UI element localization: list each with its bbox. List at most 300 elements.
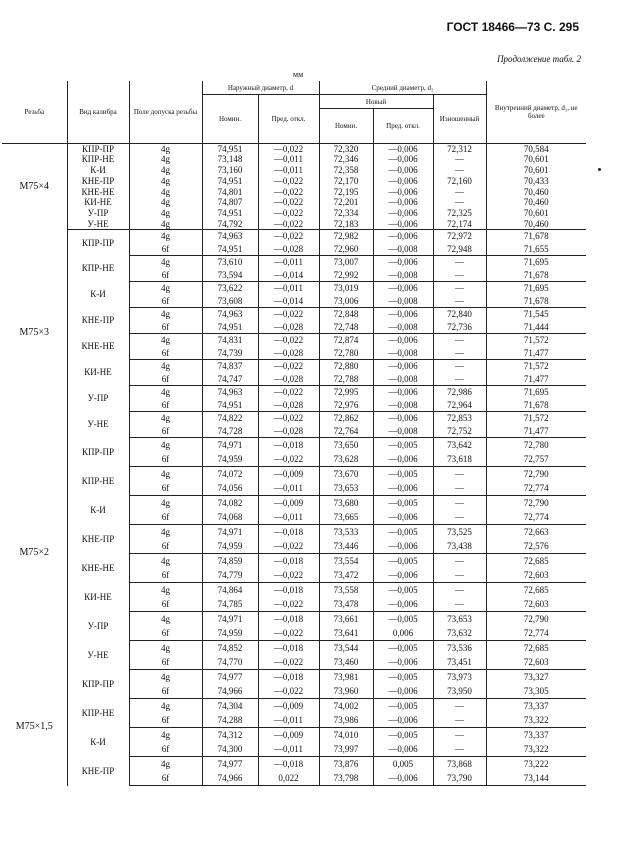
tolerance-cell: 4g <box>129 165 202 176</box>
pitch-deviation-cell: —0,005 <box>373 438 433 453</box>
outer-nominal-cell: 74,288 <box>202 713 258 728</box>
worn-cell: — <box>433 295 486 308</box>
outer-deviation-cell: —0,022 <box>258 626 319 641</box>
outer-deviation-cell: —0,014 <box>258 269 319 282</box>
outer-deviation-cell: —0,022 <box>258 539 319 554</box>
pitch-nominal-cell: 72,195 <box>319 187 373 198</box>
outer-deviation-cell: —0,018 <box>258 757 319 772</box>
inner-diameter-cell: 72,603 <box>486 568 586 583</box>
pitch-nominal-cell: 73,472 <box>319 568 373 583</box>
worn-cell: 72,160 <box>433 176 486 187</box>
worn-cell: 72,840 <box>433 308 486 321</box>
pitch-nominal-cell: 73,680 <box>319 496 373 511</box>
gauge-type-cell: КПР-НЕ <box>67 154 129 165</box>
inner-diameter-cell: 71,477 <box>486 373 586 386</box>
outer-nominal-cell: 74,951 <box>202 208 258 219</box>
inner-diameter-cell: 73,337 <box>523 729 549 740</box>
inner-diameter-cell: 72,685 <box>523 555 549 566</box>
pitch-deviation-cell: —0,005 <box>373 496 433 511</box>
table-row <box>2 154 586 165</box>
tolerance-cell: 6f <box>129 510 202 525</box>
gauge-type-cell: У-ПР <box>67 208 129 219</box>
pitch-deviation-cell: —0,005 <box>373 699 433 714</box>
inner-diameter-cell: 72,663 <box>523 526 549 537</box>
pitch-deviation-cell: —0,006 <box>373 154 433 165</box>
outer-nominal-cell: 73,148 <box>202 154 258 165</box>
outer-nominal-cell: 74,966 <box>202 684 258 699</box>
worn-cell: — <box>433 742 486 757</box>
thread-designation: М75×4 <box>2 144 67 230</box>
gauge-type-cell: У-НЕ <box>67 219 129 230</box>
outer-deviation-cell: —0,022 <box>258 197 319 208</box>
pitch-deviation-cell: —0,006 <box>373 771 433 786</box>
pitch-nominal-cell: 73,876 <box>319 757 373 772</box>
outer-nominal-cell: 74,971 <box>202 438 258 453</box>
pitch-deviation-cell: —0,006 <box>373 452 433 467</box>
table-row <box>2 699 586 714</box>
tolerance-cell: 4g <box>129 282 202 295</box>
tolerance-cell: 4g <box>129 670 202 685</box>
pitch-deviation-cell: —0,006 <box>373 412 433 425</box>
inner-diameter-cell: 70,601 <box>523 165 549 176</box>
pitch-deviation-cell: —0,006 <box>373 386 433 399</box>
pitch-deviation-cell: —0,006 <box>373 713 433 728</box>
outer-deviation-cell: —0,018 <box>258 641 319 656</box>
tolerance-cell: 4g <box>129 154 202 165</box>
inner-diameter-cell: 72,685 <box>523 642 549 653</box>
header-new: Новый <box>319 95 433 109</box>
pitch-nominal-cell: 72,960 <box>319 243 373 256</box>
tolerance-cell: 4g <box>129 641 202 656</box>
outer-deviation-cell: —0,022 <box>258 334 319 347</box>
gauge-type-cell: У-ПР <box>67 386 129 412</box>
worn-cell: 73,653 <box>433 612 486 627</box>
pitch-nominal-cell: 72,358 <box>319 165 373 176</box>
outer-nominal-cell: 74,837 <box>202 360 258 373</box>
outer-nominal-cell: 74,966 <box>202 771 258 786</box>
outer-deviation-cell: —0,022 <box>258 230 319 243</box>
pitch-deviation-cell: —0,008 <box>373 373 433 386</box>
outer-deviation-cell: —0,028 <box>258 321 319 334</box>
tolerance-cell: 4g <box>129 583 202 598</box>
pitch-deviation-cell: —0,006 <box>373 230 433 243</box>
gauge-type-cell: КИ-НЕ <box>67 360 129 386</box>
table-row <box>2 496 586 511</box>
tolerance-cell: 4g <box>129 230 202 243</box>
pitch-nominal-cell: 73,533 <box>319 525 373 540</box>
worn-cell: 73,973 <box>433 670 486 685</box>
outer-deviation-cell: —0,009 <box>258 728 319 743</box>
thread-designation: М75×3 <box>2 230 67 438</box>
gauge-type-cell: КНЕ-НЕ <box>67 334 129 360</box>
tolerance-cell: 6f <box>129 626 202 641</box>
pitch-nominal-cell: 73,986 <box>319 713 373 728</box>
scan-speck <box>598 168 601 171</box>
outer-deviation-cell: —0,022 <box>258 412 319 425</box>
table-row <box>2 308 586 321</box>
outer-nominal-cell: 74,951 <box>202 176 258 187</box>
tolerance-cell: 4g <box>129 467 202 482</box>
outer-nominal-cell: 73,608 <box>202 295 258 308</box>
outer-deviation-cell: —0,014 <box>258 295 319 308</box>
outer-nominal-cell: 74,852 <box>202 641 258 656</box>
inner-diameter-cell: 71,572 <box>523 413 549 424</box>
tolerance-cell: 6f <box>129 568 202 583</box>
tolerance-cell: 4g <box>129 219 202 230</box>
header-pitch-nominal: Номин. <box>319 109 373 144</box>
worn-cell: 73,642 <box>433 438 486 453</box>
pitch-nominal-cell: 72,992 <box>319 269 373 282</box>
pitch-deviation-cell: —0,006 <box>373 360 433 373</box>
pitch-nominal-cell: 72,995 <box>319 386 373 399</box>
table-row <box>2 386 586 399</box>
worn-cell: — <box>433 597 486 612</box>
pitch-deviation-cell: —0,005 <box>373 612 433 627</box>
worn-cell: 72,986 <box>433 386 486 399</box>
tolerance-cell: 4g <box>129 699 202 714</box>
tolerance-cell: 4g <box>129 612 202 627</box>
inner-diameter-cell: 72,774 <box>486 481 586 496</box>
outer-deviation-cell: —0,009 <box>258 699 319 714</box>
pitch-nominal-cell: 72,748 <box>319 321 373 334</box>
outer-nominal-cell: 74,728 <box>202 425 258 438</box>
worn-cell: — <box>433 568 486 583</box>
inner-diameter-cell: 73,327 <box>523 671 549 682</box>
outer-nominal-cell: 74,312 <box>202 728 258 743</box>
header-thread: Резьба <box>2 81 67 144</box>
table-row <box>2 438 586 453</box>
outer-nominal-cell: 74,951 <box>202 321 258 334</box>
table-row <box>2 144 586 155</box>
pitch-deviation-cell: —0,005 <box>373 583 433 598</box>
pitch-nominal-cell: 72,764 <box>319 425 373 438</box>
outer-nominal-cell: 74,963 <box>202 230 258 243</box>
gauge-type-cell: КПР-НЕ <box>67 256 129 282</box>
worn-cell: 73,790 <box>433 771 486 786</box>
outer-nominal-cell: 74,951 <box>202 144 258 155</box>
outer-deviation-cell: —0,009 <box>258 496 319 511</box>
inner-diameter-cell: 70,460 <box>486 219 586 230</box>
pitch-nominal-cell: 72,880 <box>319 360 373 373</box>
header-outer-deviation: Пред. откл. <box>258 95 319 144</box>
outer-deviation-cell: 0,022 <box>258 771 319 786</box>
outer-nominal-cell: 74,770 <box>202 655 258 670</box>
outer-deviation-cell: —0,022 <box>258 308 319 321</box>
outer-nominal-cell: 74,864 <box>202 583 258 598</box>
tolerance-cell: 6f <box>129 771 202 786</box>
header-pitch-diameter: Средний диаметр, d₂ <box>319 81 486 95</box>
outer-deviation-cell: —0,011 <box>258 256 319 269</box>
tolerance-cell: 6f <box>129 243 202 256</box>
inner-diameter-cell: 72,774 <box>486 510 586 525</box>
inner-diameter-cell: 71,678 <box>486 295 586 308</box>
pitch-deviation-cell: —0,006 <box>373 256 433 269</box>
pitch-deviation-cell: —0,006 <box>373 165 433 176</box>
inner-diameter-cell: 71,477 <box>486 347 586 360</box>
worn-cell: — <box>433 165 486 176</box>
header-outer-nominal: Номин. <box>202 95 258 144</box>
gauge-type-cell: КПР-НЕ <box>67 699 129 728</box>
outer-nominal-cell: 74,963 <box>202 386 258 399</box>
table-row <box>2 176 586 187</box>
outer-nominal-cell: 74,779 <box>202 568 258 583</box>
tolerance-cell: 6f <box>129 269 202 282</box>
inner-diameter-cell: 73,222 <box>523 758 549 769</box>
header-inner-diameter: Внутренний диаметр, d₁, не более <box>486 81 586 144</box>
pitch-nominal-cell: 72,334 <box>319 208 373 219</box>
table-row <box>2 165 586 176</box>
pitch-deviation-cell: —0,008 <box>373 269 433 282</box>
worn-cell: — <box>433 583 486 598</box>
tolerance-cell: 6f <box>129 539 202 554</box>
outer-nominal-cell: 73,622 <box>202 282 258 295</box>
tolerance-cell: 4g <box>129 757 202 772</box>
tolerance-cell: 6f <box>129 425 202 438</box>
inner-diameter-cell: 71,678 <box>486 399 586 412</box>
pitch-nominal-cell: 72,320 <box>319 144 373 155</box>
pitch-nominal-cell: 74,002 <box>319 699 373 714</box>
outer-deviation-cell: —0,022 <box>258 684 319 699</box>
pitch-deviation-cell: —0,005 <box>373 525 433 540</box>
worn-cell: 73,632 <box>433 626 486 641</box>
inner-diameter-cell: 71,572 <box>523 361 549 372</box>
outer-nominal-cell: 74,977 <box>202 670 258 685</box>
pitch-deviation-cell: —0,006 <box>373 282 433 295</box>
worn-cell: — <box>433 373 486 386</box>
inner-diameter-cell: 71,477 <box>486 425 586 438</box>
pitch-deviation-cell: —0,008 <box>373 399 433 412</box>
outer-deviation-cell: —0,018 <box>258 438 319 453</box>
outer-deviation-cell: —0,028 <box>258 425 319 438</box>
gauge-type-cell: КНЕ-НЕ <box>67 187 129 198</box>
tolerance-cell: 6f <box>129 347 202 360</box>
inner-diameter-cell: 73,305 <box>486 684 586 699</box>
tolerance-cell: 4g <box>129 525 202 540</box>
inner-diameter-cell: 70,601 <box>523 208 549 219</box>
pitch-deviation-cell: —0,006 <box>373 742 433 757</box>
worn-cell: — <box>433 496 486 511</box>
worn-cell: — <box>433 699 486 714</box>
table-row <box>2 256 586 269</box>
inner-diameter-cell: 71,444 <box>486 321 586 334</box>
tolerance-cell: 4g <box>129 554 202 569</box>
outer-nominal-cell: 74,859 <box>202 554 258 569</box>
pitch-nominal-cell: 72,982 <box>319 230 373 243</box>
outer-deviation-cell: —0,022 <box>258 208 319 219</box>
worn-cell: 72,853 <box>433 412 486 425</box>
outer-nominal-cell: 74,072 <box>202 467 258 482</box>
worn-cell: — <box>433 360 486 373</box>
inner-diameter-cell: 73,322 <box>486 742 586 757</box>
outer-nominal-cell: 73,610 <box>202 256 258 269</box>
inner-diameter-cell: 72,576 <box>486 539 586 554</box>
outer-deviation-cell: —0,028 <box>258 373 319 386</box>
gauge-dimensions-table <box>2 81 586 786</box>
pitch-nominal-cell: 73,544 <box>319 641 373 656</box>
outer-nominal-cell: 74,971 <box>202 612 258 627</box>
worn-cell: — <box>433 187 486 198</box>
worn-cell: — <box>433 334 486 347</box>
worn-cell: — <box>433 154 486 165</box>
inner-diameter-cell: 71,695 <box>523 387 549 398</box>
pitch-deviation-cell: —0,006 <box>373 176 433 187</box>
outer-nominal-cell: 74,300 <box>202 742 258 757</box>
tolerance-cell: 6f <box>129 713 202 728</box>
tolerance-cell: 6f <box>129 399 202 412</box>
pitch-deviation-cell: —0,006 <box>373 597 433 612</box>
outer-nominal-cell: 74,785 <box>202 597 258 612</box>
pitch-deviation-cell: —0,008 <box>373 425 433 438</box>
gauge-type-cell: КПР-ПР <box>67 144 129 155</box>
tolerance-cell: 6f <box>129 481 202 496</box>
pitch-deviation-cell: —0,005 <box>373 554 433 569</box>
worn-cell: — <box>433 728 486 743</box>
thread-designation: М75×2 <box>2 438 67 670</box>
pitch-deviation-cell: —0,005 <box>373 670 433 685</box>
outer-deviation-cell: —0,022 <box>258 360 319 373</box>
tolerance-cell: 4g <box>129 144 202 155</box>
inner-diameter-cell: 70,433 <box>523 175 549 186</box>
outer-nominal-cell: 74,304 <box>202 699 258 714</box>
pitch-nominal-cell: 73,960 <box>319 684 373 699</box>
table-row <box>2 583 586 598</box>
inner-diameter-cell: 73,337 <box>523 700 549 711</box>
pitch-nominal-cell: 73,798 <box>319 771 373 786</box>
worn-cell: 73,525 <box>433 525 486 540</box>
outer-nominal-cell: 74,959 <box>202 626 258 641</box>
outer-nominal-cell: 74,959 <box>202 539 258 554</box>
tolerance-cell: 6f <box>129 373 202 386</box>
outer-nominal-cell: 74,971 <box>202 525 258 540</box>
pitch-deviation-cell: —0,006 <box>373 219 433 230</box>
outer-deviation-cell: —0,018 <box>258 525 319 540</box>
table-row <box>2 187 586 198</box>
worn-cell: — <box>433 481 486 496</box>
table-row <box>2 670 586 685</box>
tolerance-cell: 4g <box>129 728 202 743</box>
outer-deviation-cell: —0,022 <box>258 597 319 612</box>
pitch-deviation-cell: —0,006 <box>373 684 433 699</box>
table-row <box>2 554 586 569</box>
worn-cell: — <box>433 713 486 728</box>
worn-cell: 72,972 <box>433 230 486 243</box>
table-row <box>2 757 586 772</box>
outer-nominal-cell: 74,792 <box>202 219 258 230</box>
outer-deviation-cell: —0,018 <box>258 670 319 685</box>
table-row <box>2 334 586 347</box>
gauge-type-cell: КНЕ-ПР <box>67 308 129 334</box>
pitch-nominal-cell: 72,346 <box>319 154 373 165</box>
inner-diameter-cell: 71,572 <box>523 335 549 346</box>
outer-nominal-cell: 74,747 <box>202 373 258 386</box>
outer-nominal-cell: 74,822 <box>202 412 258 425</box>
worn-cell: 73,950 <box>433 684 486 699</box>
inner-diameter-cell: 71,678 <box>486 269 586 282</box>
pitch-deviation-cell: —0,008 <box>373 347 433 360</box>
inner-diameter-cell: 72,790 <box>523 468 549 479</box>
tolerance-cell: 6f <box>129 452 202 467</box>
inner-diameter-cell: 72,780 <box>523 439 549 450</box>
gauge-type-cell: У-НЕ <box>67 412 129 438</box>
thread-designation: М75×1,5 <box>2 670 67 786</box>
unit-label: мм <box>293 70 304 79</box>
inner-diameter-cell: 72,790 <box>523 613 549 624</box>
worn-cell: 72,312 <box>433 144 486 155</box>
worn-cell: 73,536 <box>433 641 486 656</box>
tolerance-cell: 4g <box>129 187 202 198</box>
pitch-deviation-cell: 0,006 <box>373 626 433 641</box>
outer-deviation-cell: —0,022 <box>258 452 319 467</box>
gauge-type-cell: КНЕ-ПР <box>67 757 129 786</box>
table-body <box>2 144 586 786</box>
outer-nominal-cell: 74,807 <box>202 197 258 208</box>
header-pitch-deviation: Пред. откл. <box>373 109 433 144</box>
inner-diameter-cell: 70,584 <box>523 143 549 154</box>
outer-deviation-cell: —0,028 <box>258 399 319 412</box>
gauge-type-cell: У-ПР <box>67 612 129 641</box>
outer-nominal-cell: 74,801 <box>202 187 258 198</box>
pitch-nominal-cell: 72,976 <box>319 399 373 412</box>
pitch-nominal-cell: 73,446 <box>319 539 373 554</box>
tolerance-cell: 4g <box>129 438 202 453</box>
header-gauge-type: Вид калибра <box>67 81 129 144</box>
tolerance-cell: 4g <box>129 496 202 511</box>
pitch-deviation-cell: —0,005 <box>373 728 433 743</box>
pitch-nominal-cell: 73,670 <box>319 467 373 482</box>
pitch-deviation-cell: —0,006 <box>373 187 433 198</box>
gauge-type-cell: КНЕ-ПР <box>67 176 129 187</box>
table-row <box>2 412 586 425</box>
table-row <box>2 208 586 219</box>
outer-deviation-cell: —0,022 <box>258 176 319 187</box>
inner-diameter-cell: 71,678 <box>523 231 549 242</box>
outer-nominal-cell: 74,977 <box>202 757 258 772</box>
table-row <box>2 282 586 295</box>
tolerance-cell: 6f <box>129 742 202 757</box>
pitch-deviation-cell: —0,006 <box>373 568 433 583</box>
pitch-deviation-cell: —0,008 <box>373 295 433 308</box>
inner-diameter-cell: 70,460 <box>523 186 549 197</box>
tolerance-cell: 4g <box>129 197 202 208</box>
outer-nominal-cell: 74,951 <box>202 243 258 256</box>
pitch-nominal-cell: 72,788 <box>319 373 373 386</box>
pitch-nominal-cell: 73,641 <box>319 626 373 641</box>
inner-diameter-cell: 70,460 <box>523 197 549 208</box>
outer-nominal-cell: 74,082 <box>202 496 258 511</box>
inner-diameter-cell: 72,757 <box>486 452 586 467</box>
pitch-deviation-cell: 0,005 <box>373 757 433 772</box>
worn-cell: 73,618 <box>433 452 486 467</box>
outer-nominal-cell: 74,963 <box>202 308 258 321</box>
pitch-deviation-cell: —0,008 <box>373 243 433 256</box>
outer-nominal-cell: 74,068 <box>202 510 258 525</box>
table-row <box>2 467 586 482</box>
pitch-deviation-cell: —0,006 <box>373 539 433 554</box>
worn-cell: — <box>433 197 486 208</box>
gauge-type-cell: КНЕ-ПР <box>67 525 129 554</box>
outer-deviation-cell: —0,011 <box>258 713 319 728</box>
outer-nominal-cell: 74,831 <box>202 334 258 347</box>
pitch-nominal-cell: 73,460 <box>319 655 373 670</box>
inner-diameter-cell: 72,685 <box>523 584 549 595</box>
table-row <box>2 197 586 208</box>
table-row <box>2 728 586 743</box>
gauge-type-cell: К-И <box>67 282 129 308</box>
pitch-nominal-cell: 73,650 <box>319 438 373 453</box>
outer-nominal-cell: 74,056 <box>202 481 258 496</box>
tolerance-cell: 4g <box>129 176 202 187</box>
inner-diameter-cell: 73,322 <box>486 713 586 728</box>
